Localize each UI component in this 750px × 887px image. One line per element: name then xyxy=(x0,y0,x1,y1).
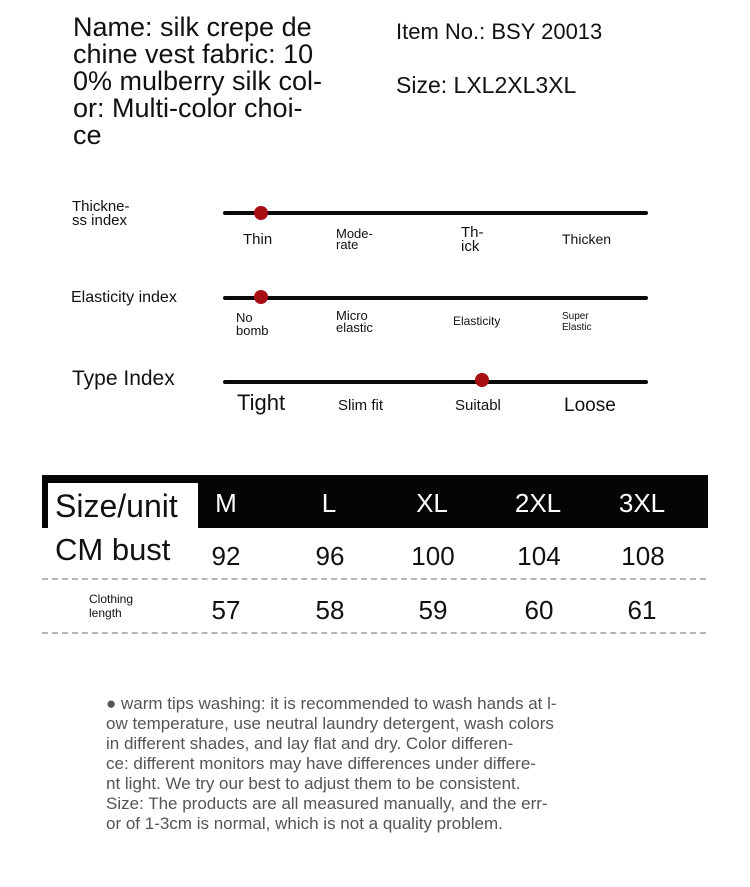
row-divider xyxy=(42,632,706,634)
thickness-indicator-dot xyxy=(254,206,268,220)
option-line: Micro xyxy=(336,308,368,323)
bust-value: 96 xyxy=(315,541,345,571)
length-value: 61 xyxy=(627,595,657,625)
elasticity-option-no-bomb xyxy=(236,311,269,337)
length-value: 58 xyxy=(315,595,345,625)
option-line: elastic xyxy=(336,320,373,335)
product-name-line: chine vest fabric: 10 xyxy=(73,39,314,69)
elasticity-option-super-elastic xyxy=(562,311,591,333)
item-number: Item No.: BSY 20013 xyxy=(396,19,603,44)
bust-row-label: CM bust xyxy=(55,532,171,567)
length-row-label xyxy=(89,592,133,620)
type-indicator-dot xyxy=(475,373,489,387)
thickness-option-moderate xyxy=(336,228,373,250)
care-tips xyxy=(106,694,626,834)
size-range: Size: LXL2XL3XL xyxy=(396,72,577,98)
bust-value: 108 xyxy=(621,541,665,571)
type-option-tight: Tight xyxy=(237,390,286,415)
type-index-label: Type Index xyxy=(72,367,175,390)
elasticity-option-elasticity: Elasticity xyxy=(453,314,501,328)
size-unit-label: Size/unit xyxy=(55,488,178,524)
size-header-3xl: 3XL xyxy=(618,488,666,518)
thickness-label-line: Thickne- xyxy=(72,198,130,215)
tips-line: ow temperature, use neutral laundry detergent, wash colors xyxy=(106,714,554,733)
product-name-line: ce xyxy=(73,120,102,150)
thickness-option-thicken: Thicken xyxy=(562,231,612,247)
tips-line: nt light. We try our best to adjust them to be consistent. xyxy=(106,774,521,793)
tips-line: ce: different monitors may have differences under differe- xyxy=(106,754,536,773)
bust-value: 104 xyxy=(517,541,561,571)
type-option-suitable: Suitabl xyxy=(455,397,501,414)
size-header-xl: XL xyxy=(416,488,448,518)
size-header-2xl: 2XL xyxy=(514,488,562,518)
length-value: 59 xyxy=(418,595,448,625)
thickness-index-label xyxy=(72,200,130,228)
type-option-slim-fit: Slim fit xyxy=(338,397,383,414)
option-line: Super xyxy=(562,311,589,322)
product-name-line: 0% mulberry silk col- xyxy=(73,66,323,96)
tips-line: Size: The products are all measured manually, and the err- xyxy=(106,794,548,813)
option-line: No xyxy=(236,310,253,325)
elasticity-track xyxy=(223,296,648,300)
option-line: Elastic xyxy=(562,322,592,333)
product-name xyxy=(73,14,358,149)
product-name-line: or: Multi-color choi- xyxy=(73,93,303,123)
size-header-l: L xyxy=(321,488,337,518)
option-line: rate xyxy=(336,237,359,252)
tips-line: in different shades, and lay flat and dry. Color differen- xyxy=(106,734,514,753)
thickness-track xyxy=(223,211,648,215)
length-label-line: Clothing xyxy=(89,592,134,606)
size-header-m: M xyxy=(215,488,237,518)
option-line: ick xyxy=(461,238,480,255)
option-line: Th- xyxy=(461,224,484,241)
thickness-option-thin: Thin xyxy=(243,231,273,248)
type-track xyxy=(223,380,648,384)
elasticity-index-label: Elasticity index xyxy=(71,289,177,306)
option-line: bomb xyxy=(236,323,269,338)
bust-value: 92 xyxy=(211,541,241,571)
thickness-label-line: ss index xyxy=(72,212,128,229)
thickness-option-thick xyxy=(461,226,484,254)
length-value: 57 xyxy=(211,595,241,625)
product-name-line: Name: silk crepe de xyxy=(73,12,312,42)
tips-line: ● warm tips washing: it is recommended to wash hands at l- xyxy=(106,694,557,713)
elasticity-option-micro-elastic xyxy=(336,310,373,334)
tips-line: or of 1-3cm is normal, which is not a quality problem. xyxy=(106,814,503,833)
bust-value: 100 xyxy=(411,541,455,571)
type-option-loose: Loose xyxy=(564,395,616,416)
row-divider xyxy=(42,578,706,580)
elasticity-indicator-dot xyxy=(254,290,268,304)
length-label-line: length xyxy=(89,606,122,620)
option-line: Mode- xyxy=(336,226,373,241)
length-value: 60 xyxy=(524,595,554,625)
